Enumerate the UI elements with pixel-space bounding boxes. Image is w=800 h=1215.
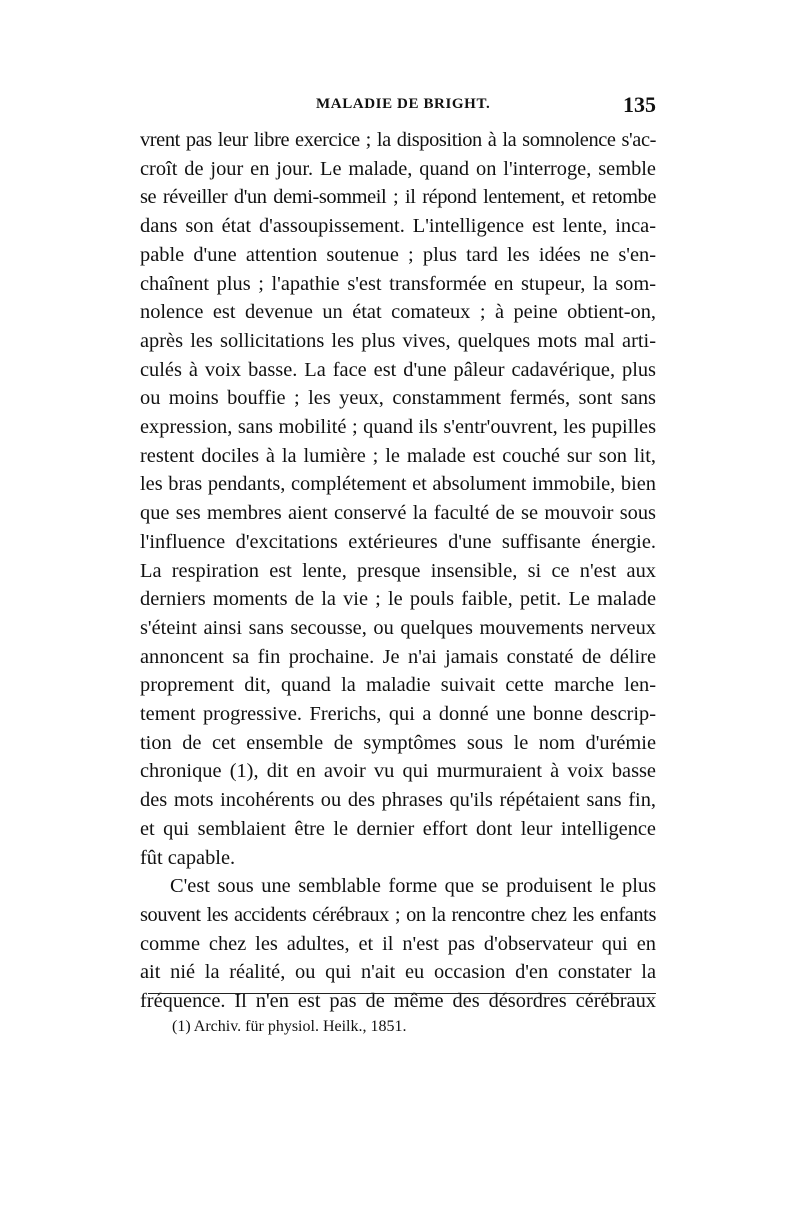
- text-line: croît de jour en jour. Le malade, quand on l'interroge, semble: [140, 157, 656, 180]
- text-line: l'influence d'excitations extérieures d'une suffisante énergie.: [140, 530, 656, 553]
- text-line: tement progressive. Frerichs, qui a donné une bonne descrip-: [140, 703, 656, 726]
- text-line: et qui semblaient être le dernier effort dont leur intelligence: [140, 817, 656, 840]
- text-line: ait nié la réalité, ou qui n'ait eu occasion d'en constater la: [140, 961, 656, 984]
- text-line: fréquence. Il n'en est pas de même des désordres cérébraux: [140, 990, 656, 1013]
- paragraph-2: [140, 872, 656, 1016]
- text-line: chronique (1), dit en avoir vu qui murmuraient à voix basse: [140, 760, 656, 783]
- text-line: proprement dit, quand la maladie suivait cette marche len-: [140, 674, 656, 697]
- text-line: les bras pendants, complétement et absolument immobile, bien: [140, 473, 656, 496]
- running-title: MALADIE DE BRIGHT.: [316, 96, 491, 112]
- text-line: comme chez les adultes, et il n'est pas d'observateur qui en: [140, 932, 656, 955]
- text-line: derniers moments de la vie ; le pouls faible, petit. Le malade: [140, 588, 656, 611]
- text-line: après les sollicitations les plus vives, quelques mots mal arti-: [140, 329, 656, 352]
- text-line: expression, sans mobilité ; quand ils s'entr'ouvrent, les pupilles: [140, 416, 656, 439]
- text-line: souvent les accidents cérébraux ; on la rencontre chez les enfants: [140, 903, 656, 926]
- text-line: nolence est devenue un état comateux ; à peine obtient-on,: [140, 301, 656, 324]
- text-line: se réveiller d'un demi-sommeil ; il répond lentement, et retombe: [140, 186, 656, 209]
- text-line: s'éteint ainsi sans secousse, ou quelques mouvements nerveux: [140, 616, 656, 639]
- text-line: vrent pas leur libre exercice ; la disposition à la somnolence s'ac-: [140, 129, 656, 151]
- text-line: restent dociles à la lumière ; le malade est couché sur son lit,: [140, 444, 656, 467]
- text-line: que ses membres aient conservé la faculté de se mouvoir sous: [140, 502, 656, 525]
- text-line: ou moins bouffie ; les yeux, constamment fermés, sont sans: [140, 387, 656, 410]
- text-line: fût capable.: [140, 846, 236, 869]
- text-line: dans son état d'assoupissement. L'intelligence est lente, inca-: [140, 215, 656, 238]
- text-line: culés à voix basse. La face est d'une pâleur cadavérique, plus: [140, 358, 656, 381]
- body-text: [140, 126, 656, 1016]
- text-line: des mots incohérents ou des phrases qu'ils répétaient sans fin,: [140, 789, 656, 812]
- running-header: [140, 92, 656, 122]
- footnote-divider: [148, 993, 656, 994]
- text-line: La respiration est lente, presque insensible, si ce n'est aux: [140, 559, 656, 582]
- text-line: C'est sous une semblable forme que se produisent le plus: [170, 875, 656, 898]
- footnote: (1) Archiv. für physiol. Heilk., 1851.: [172, 1018, 407, 1035]
- text-line: annoncent sa fin prochaine. Je n'ai jamais constaté de délire: [140, 645, 656, 668]
- text-line: chaînent plus ; l'apathie s'est transformée en stupeur, la som-: [140, 272, 656, 295]
- text-line: tion de cet ensemble de symptômes sous le nom d'urémie: [140, 731, 656, 754]
- paragraph-1: [140, 126, 656, 872]
- text-line: pable d'une attention soutenue ; plus tard les idées ne s'en-: [140, 243, 656, 266]
- page-number: 135: [623, 92, 656, 117]
